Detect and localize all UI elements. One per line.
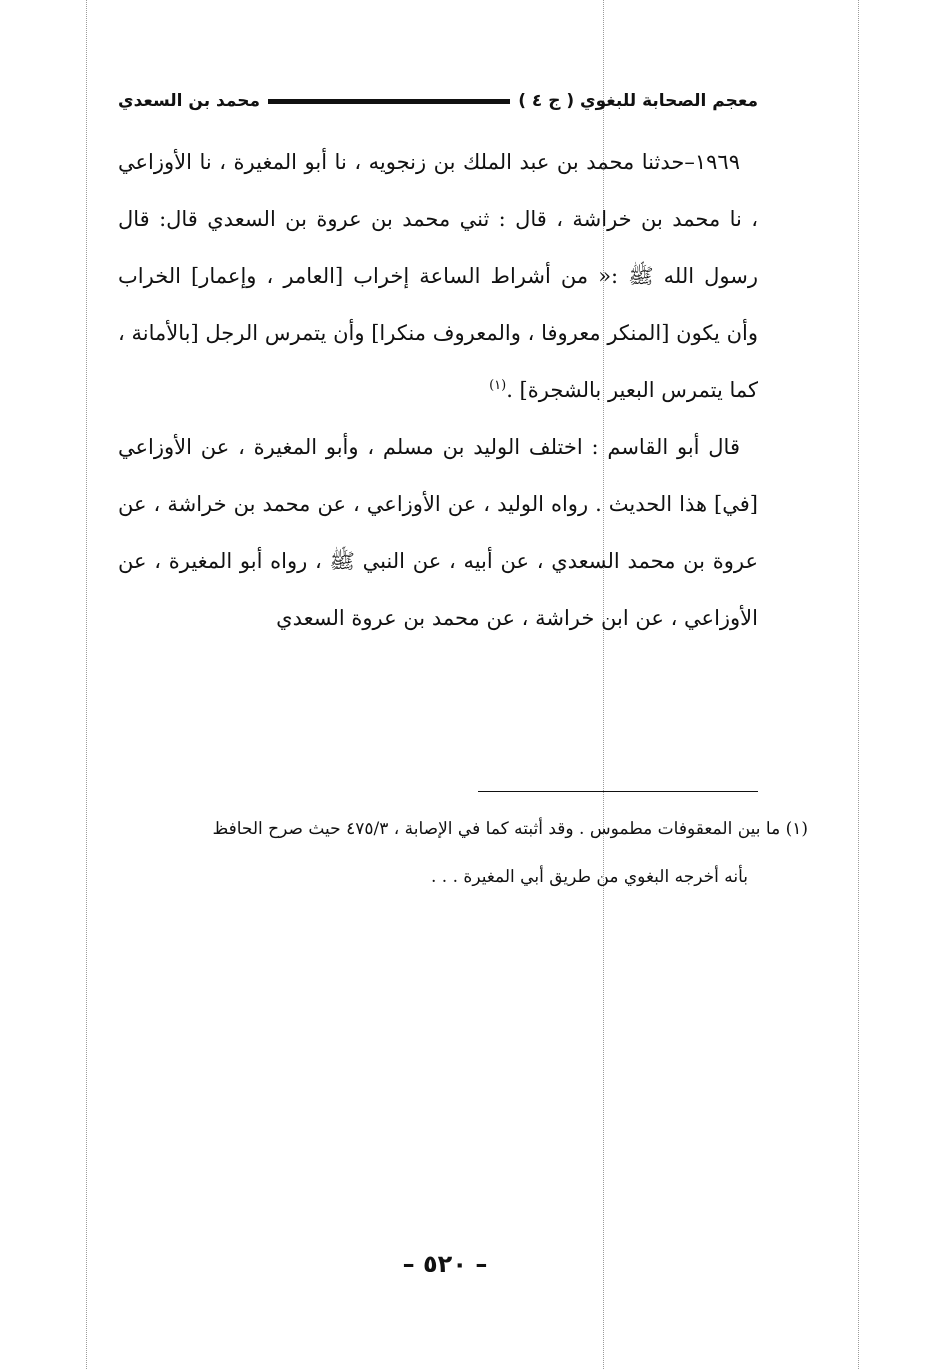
commentary-paragraph: قال أبو القاسم : اختلف الوليد بن مسلم ، وأبو المغيرة ، عن الأوزاعي [في] هذا الحديث . رواه الوليد ، عن الأوزاعي ، عن محمد بن خراشة ، عن عروة بن محمد السعدي ، عن أبيه ، عن النبي ﷺ ، رواه أبو المغيرة ، عن الأوزاعي ، عن ابن خراشة ، عن محمد بن عروة السعدي <box>118 435 758 630</box>
footnote <box>118 805 808 901</box>
header-book-title: معجم الصحابة للبغوي ( ج ٤ ) <box>518 91 758 111</box>
footnote-separator <box>478 791 758 792</box>
header-section-title: محمد بن السعدي <box>118 91 261 111</box>
footnote-line-2: بأنه أخرجه البغوي من طريق أبي المغيرة . . . <box>431 867 748 887</box>
header-rule <box>268 99 510 104</box>
footnote-line-1: (١) ما بين المعقوفات مطموس . وقد أثبته كما في الإصابة ، ٤٧٥/٣ حيث صرح الحافظ <box>212 819 808 839</box>
dotted-guide-line-right <box>858 0 859 1369</box>
hadith-text: ١٩٦٩–حدثنا محمد بن عبد الملك بن زنجويه ، نا أبو المغيرة ، نا الأوزاعي ، نا محمد بن خراشة ، قال : ثني محمد بن عروة بن السعدي قال: قال رسول الله ﷺ :« من أشراط الساعة إخراب [العامر ، وإعمار] الخراب وأن يكون [المنكر معروفا ، والمعروف منكرا] وأن يتمرس الرجل [بالأمانة ، كما يتمرس البعير بالشجرة] . <box>118 150 758 402</box>
page-number: – ٥٢٠ – <box>402 1250 488 1278</box>
main-text <box>118 134 758 647</box>
hadith-paragraph <box>118 134 758 419</box>
running-header <box>118 88 758 114</box>
footnote-marker: (١) <box>489 378 507 393</box>
dotted-guide-line-left <box>86 0 87 1369</box>
